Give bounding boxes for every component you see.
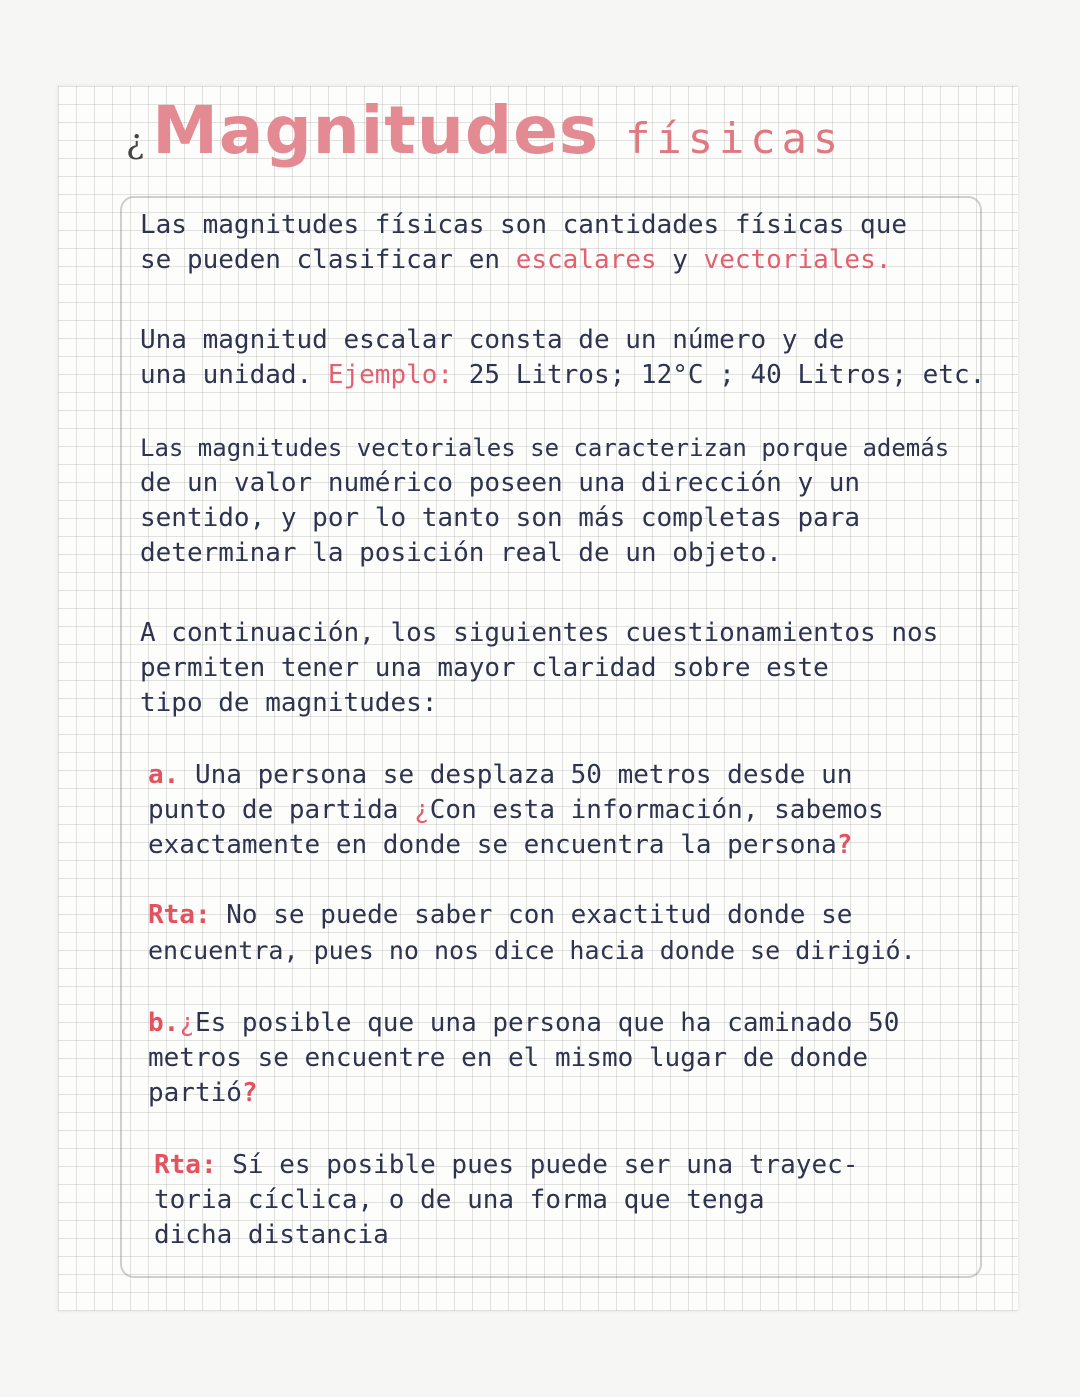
intro-paragraph: [140, 208, 990, 278]
ejemplo-label: Ejemplo:: [327, 360, 454, 390]
answer-b-line-3: dicha distancia: [154, 1220, 389, 1250]
vectorial-line-4: determinar la posición real de un objeto.: [140, 538, 782, 568]
intro-conj: y: [656, 245, 704, 275]
vectorial-paragraph: [140, 431, 990, 571]
question-b: [148, 1006, 998, 1111]
highlight-escalares: escalares: [515, 245, 657, 275]
question-b-open: ¿: [179, 1008, 195, 1038]
answer-b-line-2: toria cíclica, o de una forma que tenga: [154, 1185, 765, 1215]
question-a: [148, 758, 998, 863]
question-b-marker: b.: [148, 1008, 180, 1038]
question-a-line-3: [148, 828, 998, 863]
question-b-line-1: [148, 1006, 998, 1041]
vectorial-line-1: Las magnitudes vectoriales se caracterizan porque además: [140, 434, 950, 462]
title-sub: físicas: [625, 114, 845, 163]
question-a-close: ?: [836, 830, 853, 860]
question-b-text-3: partió: [148, 1078, 242, 1108]
question-b-line-3: [148, 1076, 998, 1111]
question-a-text-2-start: punto de partida: [148, 795, 415, 825]
title-decoration: ¿: [126, 122, 145, 162]
intro-line-2-start: se pueden clasificar en: [140, 245, 516, 275]
page-title: [126, 92, 844, 169]
highlight-vectoriales: vectoriales.: [703, 245, 892, 275]
continuacion-line-2: permiten tener una mayor claridad sobre este: [140, 653, 829, 683]
answer-b-label: Rta:: [154, 1150, 217, 1180]
ejemplo-text: 25 Litros; 12°C ; 40 Litros; etc.: [453, 360, 986, 390]
escalar-line-2: [140, 358, 990, 393]
answer-a-text-1: No se puede saber con exactitud donde se: [210, 900, 853, 930]
question-a-line-1: [148, 758, 998, 793]
answer-a-line-1: [148, 898, 998, 933]
continuacion-line-1: A continuación, los siguientes cuestionamientos nos: [140, 618, 939, 648]
question-a-marker: a.: [148, 760, 180, 790]
escalar-line-2-start: una unidad.: [140, 360, 328, 390]
question-b-close: ?: [241, 1078, 258, 1108]
continuacion-line-3: tipo de magnitudes:: [140, 688, 438, 718]
question-a-text-1: Una persona se desplaza 50 metros desde un: [179, 760, 853, 790]
title-main: Magnitudes: [152, 92, 600, 169]
answer-a-line-2: encuentra, pues no nos dice hacia donde se dirigió.: [148, 936, 916, 965]
escalar-line-1: Una magnitud escalar consta de un número y de: [140, 325, 845, 355]
intro-line-1: Las magnitudes físicas son cantidades físicas que: [140, 210, 908, 240]
notebook-page: [58, 86, 1018, 1311]
vectorial-line-2: de un valor numérico poseen una dirección y un: [140, 468, 861, 498]
question-a-line-2: [148, 793, 998, 828]
answer-a-label: Rta:: [148, 900, 211, 930]
answer-a: [148, 898, 998, 968]
question-b-text-1: Es posible que una persona que ha caminado 50: [194, 1008, 900, 1038]
answer-b-text-1: Sí es posible pues puede ser una trayec-: [216, 1150, 859, 1180]
escalar-paragraph: [140, 323, 990, 393]
continuacion-paragraph: [140, 616, 990, 721]
question-a-text-3: exactamente en donde se encuentra la persona: [148, 830, 837, 860]
answer-b-line-1: [154, 1148, 1004, 1183]
question-a-open: ¿: [414, 795, 430, 825]
question-a-text-2-end: Con esta información, sabemos: [429, 795, 884, 825]
intro-line-2: [140, 243, 990, 278]
vectorial-line-3: sentido, y por lo tanto son más completas para: [140, 503, 861, 533]
answer-b: [154, 1148, 1004, 1253]
question-b-line-2: metros se encuentre en el mismo lugar de donde: [148, 1043, 869, 1073]
